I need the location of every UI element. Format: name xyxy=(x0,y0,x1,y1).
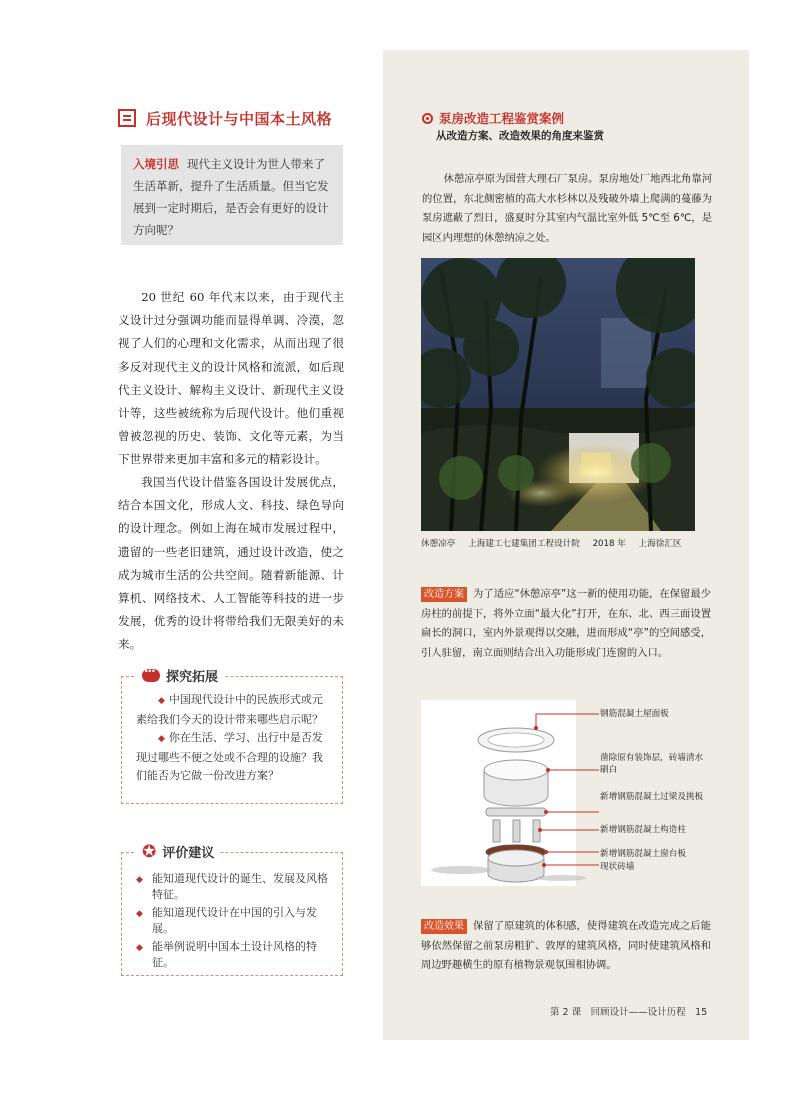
body-paragraph-1: 20 世纪 60 年代末以来，由于现代主义设计过分强调功能而显得单调、冷漠，忽视了人们的心理和文化需求，从而出现了很多反对现代主义的设计风格和流派，如后现代主义设计、解构主义设计、新现代主义设计等，这些被统称为后现代设计。他们重视曾被忽视的历史、装饰、文化等元素，为当下世界带来更加丰富和多元的精彩设计。 xyxy=(118,290,344,467)
page-footer: 第 2 课 回顾设计——设计历程 15 xyxy=(550,1007,708,1018)
diagram-label-sill: 新增钢筋混凝土窗台板 xyxy=(600,849,686,859)
caption-year: 2018 年 xyxy=(592,539,626,549)
pavilion-photo-illustration xyxy=(421,258,695,531)
pavilion-photo xyxy=(421,258,695,531)
caption-location: 上海徐汇区 xyxy=(638,539,682,549)
diamond-bullet-icon: ◆ xyxy=(158,734,165,744)
section-heading xyxy=(118,106,332,130)
evaluation-box xyxy=(121,841,343,976)
caption-designer: 上海建工七建集团工程设计院 xyxy=(468,539,580,549)
caption-title: 休憩凉亭 xyxy=(421,539,456,549)
plan-tag: 改造方案 xyxy=(421,587,467,602)
intro-box xyxy=(121,145,343,245)
diagram-label-beam: 新增钢筋混凝土过梁及挑板 xyxy=(600,792,704,802)
explore-item: ◆ 你在生活、学习、出行中是否发现过哪些不便之处或不合理的设施？我们能否为它做一份改进方案？ xyxy=(136,731,323,782)
evaluation-item: ◆ 能举例说明中国本土设计风格的特征。 xyxy=(136,940,317,969)
evaluation-title: 评价建议 xyxy=(162,846,215,861)
intro-label: 入境引思 xyxy=(133,157,179,171)
case-heading xyxy=(422,109,564,127)
diamond-bullet-icon: ◆ xyxy=(136,875,143,885)
case-title: 泵房改造工程鉴赏案例 xyxy=(439,111,565,126)
explore-title: 探究拓展 xyxy=(166,670,219,685)
section-title: 后现代设计与中国本土风格 xyxy=(146,109,333,128)
case-subtitle: 从改造方案、改造效果的角度来鉴赏 xyxy=(436,130,604,142)
diamond-bullet-icon: ◆ xyxy=(136,943,143,953)
explore-item: ◆ 中国现代设计中的民族形式或元素给我们今天的设计带来哪些启示呢？ xyxy=(136,693,323,726)
target-icon xyxy=(422,113,433,124)
diamond-bullet-icon: ◆ xyxy=(136,909,143,919)
effect-paragraph xyxy=(421,917,711,976)
diagram-label-roof: 钢筋混凝土屋面板 xyxy=(600,709,669,719)
evaluation-item: ◆ 能知道现代设计在中国的引入与发展。 xyxy=(136,906,317,935)
section-number-icon xyxy=(118,109,136,127)
star-icon: ✪ xyxy=(142,841,157,862)
effect-text: 保留了原建筑的体积感，使得建筑在改造完成之后能够依然保留之前泵房粗犷、敦厚的建筑风格，同时使建筑风格和周边野趣横生的原有植物景观氛围相协调。 xyxy=(421,920,711,971)
diagram-label-brick: 现状砖墙 xyxy=(600,862,635,872)
explore-box xyxy=(121,670,343,804)
diamond-bullet-icon: ◆ xyxy=(158,696,165,706)
case-paragraph: 休憩凉亭原为国营大理石厂泵房。泵房地处厂地西北角靠河的位置，东北侧密植的高大水杉林以及残破外墙上爬满的蔓藤为泵房遮蔽了烈日，盛夏时分其室内气温比室外低 5℃至 6℃，是园区内理想的休憩纳凉之处。 xyxy=(422,173,712,244)
explore-header xyxy=(136,666,224,685)
intro-text: 现代主义设计为世人带来了生活革新，提升了生活质量。但当它发展到一定时期后，是否会有更好的设计方向呢？ xyxy=(133,157,329,237)
photo-caption xyxy=(421,537,692,549)
effect-tag: 改造效果 xyxy=(421,919,467,934)
evaluation-header xyxy=(136,842,220,861)
plan-text: 为了适应“休憩凉亭”这一新的使用功能，在保留最少房柱的前提下，将外立面“最大化”打开，在东、北、西三面设置扁长的洞口，室内外景观得以交融，进而形成“亭”的空间感受，引人驻留，南立面则结合出入功能形成门连窗的入口。 xyxy=(421,588,711,659)
evaluation-item: ◆ 能知道现代设计的诞生、发展及风格特征。 xyxy=(136,872,328,901)
diagram-label-wall: 凿除原有装饰层，砖墙清水刷白 xyxy=(600,753,704,775)
body-paragraph-2: 我国当代设计借鉴各国设计发展优点，结合本国文化，形成人文、科技、绿色导向的设计理念。例如上海在城市发展过程中，遗留的一些老旧建筑，通过设计改造，使之成为城市生活的公共空间。随着新能源、计算机、网络技术、人工智能等科技的进一步发展，优秀的设计将带给我们无限美好的未来。 xyxy=(118,475,344,652)
chat-bubble-icon xyxy=(142,669,160,682)
diagram-label-column: 新增钢筋混凝土构造柱 xyxy=(600,825,686,835)
plan-paragraph xyxy=(421,585,711,663)
